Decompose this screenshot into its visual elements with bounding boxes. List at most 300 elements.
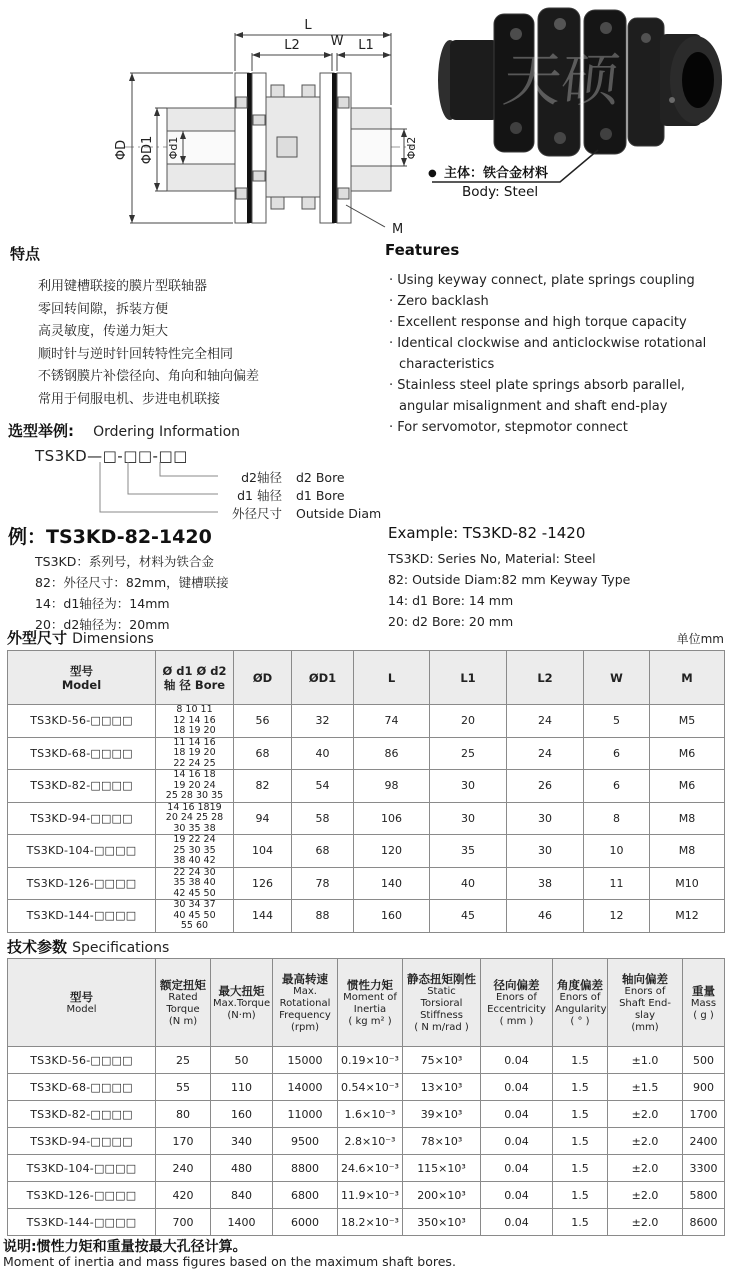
- coupling-section-drawing: [55, 5, 420, 240]
- spec-value-cell: 11.9×10⁻³: [338, 1182, 403, 1209]
- spec-value-cell: 200×10³: [403, 1182, 481, 1209]
- spec-header-cell: [403, 959, 481, 1047]
- dim-value-cell: 126: [234, 867, 292, 900]
- feature-item-en: · Stainless steel plate springs absorb parallel, angular misalignment and shaft end-play: [385, 375, 727, 417]
- spec-header-cn: 最高转速: [282, 971, 328, 986]
- specs-table-body: [8, 1047, 725, 1236]
- spec-value-cell: 1.5: [553, 1101, 608, 1128]
- ordering-title-cn: 选型举例:: [8, 422, 74, 440]
- example-line-en: 14: d1 Bore: 14 mm: [388, 593, 514, 608]
- dim-value-cell: 45: [430, 900, 507, 933]
- product-photo: [420, 0, 731, 212]
- spec-value-cell: 1.5: [553, 1182, 608, 1209]
- dim-header-line2: 轴 径 Bore: [163, 677, 226, 692]
- model-cell: TS3KD-104-□□□□: [8, 1155, 156, 1182]
- spec-header-cn: 惯性力矩: [347, 977, 393, 992]
- dim-value-cell: 24: [507, 705, 584, 738]
- table-row: [8, 1101, 725, 1128]
- spec-value-cell: ±2.0: [608, 1128, 683, 1155]
- dim-value-cell: 104: [234, 835, 292, 868]
- features-title-cn: 特点: [10, 245, 41, 263]
- spec-value-cell: 1.5: [553, 1128, 608, 1155]
- spec-value-cell: 340: [211, 1128, 273, 1155]
- features-section-cn: [10, 243, 370, 411]
- model-cell: TS3KD-126-□□□□: [8, 867, 156, 900]
- dim-header-line1: Ø d1 Ø d2: [162, 663, 227, 678]
- dim-label-L2: L2: [284, 38, 300, 53]
- bore-line: 8 10 11: [176, 704, 213, 715]
- ordering-code: TS3KD—□-□□-□□: [35, 447, 188, 465]
- spec-header-cell: [683, 959, 725, 1047]
- bore-line: 19 20 24: [173, 779, 216, 791]
- dim-value-cell: 68: [292, 835, 354, 868]
- spec-value-cell: 50: [211, 1047, 273, 1074]
- spec-value-cell: 0.04: [481, 1047, 553, 1074]
- dim-value-cell: [156, 705, 234, 738]
- dim-value-cell: 26: [507, 770, 584, 803]
- spec-value-cell: 1.5: [553, 1209, 608, 1236]
- spec-value-cell: 900: [683, 1074, 725, 1101]
- dimensions-title-cn: 外型尺寸: [7, 629, 68, 647]
- bore-line: 18 19 20: [173, 725, 216, 736]
- dim-value-cell: [156, 770, 234, 803]
- spec-value-cell: 11000: [273, 1101, 338, 1128]
- spec-header-en: Enors of Angularity: [555, 991, 607, 1015]
- dim-header-cell: [234, 651, 292, 705]
- features-section-en: [385, 241, 727, 438]
- feature-item-cn: 高灵敏度，传递力矩大: [38, 324, 169, 339]
- spec-header-cn: 角度偏差: [557, 977, 603, 992]
- table-row: [8, 1155, 725, 1182]
- bore-line: 14 16 1819: [167, 802, 222, 813]
- dim-value-cell: 144: [234, 900, 292, 933]
- example-line-cn: 14：d1轴径为：14mm: [35, 596, 170, 611]
- bore-line: 19 22 24: [173, 834, 216, 845]
- dim-header-cell: [354, 651, 430, 705]
- dim-value-cell: [156, 835, 234, 868]
- dimensions-unit: 单位mm: [676, 632, 724, 646]
- specs-title-en: Specifications: [72, 940, 170, 956]
- ordering-branch-d2: [222, 468, 345, 484]
- spec-header-en: Enors of Shaft End-slay: [619, 985, 671, 1021]
- dim-value-cell: 94: [234, 802, 292, 835]
- specs-title-cn: 技术参数: [7, 938, 68, 956]
- spec-header-unit: (mm): [631, 1021, 659, 1033]
- spec-value-cell: 39×10³: [403, 1101, 481, 1128]
- spec-header-cell: [273, 959, 338, 1047]
- dim-header-line1: M: [681, 670, 693, 685]
- bore-line: 30 35 38: [173, 822, 216, 834]
- spec-value-cell: 0.04: [481, 1101, 553, 1128]
- spec-header-cn: 型号: [70, 989, 93, 1004]
- spec-header-en: Enors of Eccentricity: [487, 991, 546, 1015]
- spec-value-cell: ±1.0: [608, 1047, 683, 1074]
- spec-header-cell: [608, 959, 683, 1047]
- spec-value-cell: 420: [156, 1182, 211, 1209]
- table-row: [8, 1128, 725, 1155]
- ordering-branch-outside-diam: [222, 504, 381, 520]
- features-title-en: Features: [385, 241, 460, 259]
- dim-value-cell: M10: [650, 867, 725, 900]
- ordering-branch-d1: [222, 486, 345, 502]
- spec-value-cell: 2.8×10⁻³: [338, 1128, 403, 1155]
- dim-header-line1: W: [610, 670, 623, 685]
- dim-value-cell: 58: [292, 802, 354, 835]
- dim-header-cell: [584, 651, 650, 705]
- dim-header-line1: ØD: [252, 670, 273, 685]
- spec-header-unit: ( mm ): [499, 1015, 534, 1027]
- bore-line: 42 45 50: [173, 887, 216, 899]
- bore-line: 55 60: [180, 920, 209, 931]
- model-cell: TS3KD-94-□□□□: [8, 1128, 156, 1155]
- dim-header-line1: L: [387, 670, 396, 685]
- dim-header-cell: [430, 651, 507, 705]
- spec-value-cell: 24.6×10⁻³: [338, 1155, 403, 1182]
- feature-item-en: · Excellent response and high torque capacity: [385, 312, 727, 333]
- model-cell: TS3KD-82-□□□□: [8, 1101, 156, 1128]
- dim-value-cell: M12: [650, 900, 725, 933]
- dim-label-L1: L1: [358, 38, 374, 53]
- note-cn: 说明:惯性力矩和重量按最大孔径计算。: [3, 1239, 247, 1255]
- dim-value-cell: 54: [292, 770, 354, 803]
- table-row: [8, 867, 725, 900]
- spec-value-cell: 350×10³: [403, 1209, 481, 1236]
- spec-value-cell: 1.5: [553, 1074, 608, 1101]
- dim-header-line1: L2: [537, 670, 553, 685]
- dim-value-cell: 6: [584, 770, 650, 803]
- spec-value-cell: 160: [211, 1101, 273, 1128]
- spec-value-cell: 1700: [683, 1101, 725, 1128]
- technical-drawing: [55, 5, 420, 240]
- spec-value-cell: 8600: [683, 1209, 725, 1236]
- model-cell: TS3KD-68-□□□□: [8, 737, 156, 770]
- spec-header-cn: 静态扭矩刚性: [407, 971, 476, 986]
- dim-label-phiD1: ΦD1: [140, 135, 155, 165]
- dim-value-cell: 32: [292, 705, 354, 738]
- dimensions-title-en: Dimensions: [72, 631, 154, 647]
- dim-header-cell: [156, 651, 234, 705]
- spec-header-en: Max. Rotational Frequency: [279, 985, 331, 1021]
- feature-item-en: · Zero backlash: [385, 291, 727, 312]
- dim-value-cell: M8: [650, 835, 725, 868]
- spec-header-unit: (N·m): [227, 1009, 256, 1021]
- dim-header-line1: L1: [460, 670, 476, 685]
- spec-value-cell: 3300: [683, 1155, 725, 1182]
- spec-header-cn: 最大扭矩: [218, 983, 265, 998]
- dim-header-cell: [507, 651, 584, 705]
- body-material-label-cn: 主体：铁合金材料: [444, 166, 549, 181]
- spec-header-en: Model: [66, 1003, 97, 1015]
- spec-value-cell: 25: [156, 1047, 211, 1074]
- bore-line: 25 28 30 35: [165, 790, 224, 801]
- spec-value-cell: 6000: [273, 1209, 338, 1236]
- spec-header-cn: 额定扭矩: [160, 977, 206, 992]
- spec-value-cell: 8800: [273, 1155, 338, 1182]
- dim-value-cell: 5: [584, 705, 650, 738]
- model-cell: TS3KD-144-□□□□: [8, 1209, 156, 1236]
- branch-d1-cn: d1 轴径: [237, 488, 282, 503]
- table-row: [8, 1209, 725, 1236]
- spec-value-cell: ±2.0: [608, 1209, 683, 1236]
- spec-value-cell: 240: [156, 1155, 211, 1182]
- dim-value-cell: 30: [430, 802, 507, 835]
- dim-value-cell: 74: [354, 705, 430, 738]
- table-row: [8, 900, 725, 933]
- spec-value-cell: 0.19×10⁻³: [338, 1047, 403, 1074]
- spec-header-cn: 轴向偏差: [622, 971, 668, 986]
- spec-value-cell: 115×10³: [403, 1155, 481, 1182]
- model-cell: TS3KD-144-□□□□: [8, 900, 156, 933]
- example-line-cn: TS3KD：系列号，材料为铁合金: [35, 554, 214, 569]
- table-row: [8, 1182, 725, 1209]
- model-cell: TS3KD-56-□□□□: [8, 705, 156, 738]
- spec-value-cell: 0.04: [481, 1182, 553, 1209]
- specs-header-row: [8, 959, 725, 1047]
- branch-d2-en: d2 Bore: [295, 470, 345, 485]
- model-cell: TS3KD-68-□□□□: [8, 1074, 156, 1101]
- spec-value-cell: 1.5: [553, 1047, 608, 1074]
- dim-value-cell: 25: [430, 737, 507, 770]
- example-line-en: 82: Outside Diam:82 mm Keyway Type: [388, 572, 631, 587]
- spec-value-cell: 80: [156, 1101, 211, 1128]
- dim-value-cell: 12: [584, 900, 650, 933]
- spec-value-cell: ±2.0: [608, 1155, 683, 1182]
- table-row: [8, 1074, 725, 1101]
- dim-value-cell: [156, 867, 234, 900]
- model-cell: TS3KD-56-□□□□: [8, 1047, 156, 1074]
- example-line-en: TS3KD: Series No, Material: Steel: [388, 551, 596, 566]
- dim-header-line1: 型号: [70, 663, 93, 678]
- spec-header-unit: ( kg m² ): [348, 1015, 392, 1027]
- dim-value-cell: M6: [650, 770, 725, 803]
- dim-header-line2: Model: [61, 677, 102, 692]
- feature-item-cn: 顺时针与逆时针回转特性完全相同: [38, 346, 234, 362]
- example-line-cn: 20：d2轴径为：20mm: [35, 617, 170, 632]
- dim-header-cell: [292, 651, 354, 705]
- dim-value-cell: 40: [292, 737, 354, 770]
- spec-header-cell: [338, 959, 403, 1047]
- dim-value-cell: 38: [507, 867, 584, 900]
- dimensions-title: [7, 627, 154, 648]
- dim-value-cell: 56: [234, 705, 292, 738]
- spec-value-cell: 0.54×10⁻³: [338, 1074, 403, 1101]
- spec-value-cell: 78×10³: [403, 1128, 481, 1155]
- dim-value-cell: 20: [430, 705, 507, 738]
- ordering-title-en: Ordering Information: [93, 424, 241, 440]
- spec-header-cn: 径向偏差: [493, 977, 540, 992]
- branch-od-en: Outside Diam: [295, 506, 382, 521]
- dim-value-cell: 68: [234, 737, 292, 770]
- spec-header-cell: [553, 959, 608, 1047]
- spec-value-cell: 110: [211, 1074, 273, 1101]
- bore-line: 11 14 16: [173, 737, 216, 748]
- spec-value-cell: 0.04: [481, 1155, 553, 1182]
- spec-value-cell: 55: [156, 1074, 211, 1101]
- bore-line: 30 34 37: [173, 899, 216, 910]
- model-cell: TS3KD-82-□□□□: [8, 770, 156, 803]
- bore-line: 38 40 42: [173, 855, 216, 866]
- bore-line: 22 24 30: [173, 867, 216, 878]
- watermark-text: 天硕: [500, 46, 624, 114]
- model-cell: TS3KD-104-□□□□: [8, 835, 156, 868]
- feature-item-cn: 利用键槽联接的膜片型联轴器: [38, 279, 208, 294]
- dim-header-cell: [650, 651, 725, 705]
- spec-value-cell: 13×10³: [403, 1074, 481, 1101]
- dim-header-cell: [8, 651, 156, 705]
- spec-header-en: Mass: [690, 997, 717, 1009]
- spec-value-cell: 840: [211, 1182, 273, 1209]
- dim-value-cell: 30: [430, 770, 507, 803]
- table-row: [8, 705, 725, 738]
- dim-value-cell: 120: [354, 835, 430, 868]
- spec-header-cell: [8, 959, 156, 1047]
- spec-value-cell: ±1.5: [608, 1074, 683, 1101]
- table-row: [8, 1047, 725, 1074]
- dim-value-cell: M6: [650, 737, 725, 770]
- spec-header-en: Max.Torque: [213, 997, 271, 1009]
- dim-value-cell: 30: [507, 802, 584, 835]
- dim-value-cell: M5: [650, 705, 725, 738]
- spec-header-unit: ( ° ): [570, 1015, 590, 1027]
- spec-value-cell: 9500: [273, 1128, 338, 1155]
- spec-value-cell: 0.04: [481, 1074, 553, 1101]
- dimensions-header-row: [8, 651, 725, 705]
- spec-value-cell: 14000: [273, 1074, 338, 1101]
- dim-label-phid2: Φd2: [405, 136, 418, 160]
- dim-label-W: W: [330, 34, 344, 49]
- dim-value-cell: M8: [650, 802, 725, 835]
- feature-item-en: · Identical clockwise and anticlockwise rotational characteristics: [385, 333, 727, 375]
- model-cell: TS3KD-126-□□□□: [8, 1182, 156, 1209]
- bore-line: 22 24 25: [173, 757, 216, 769]
- body-material-label-en: Body: Steel: [462, 184, 539, 200]
- spec-value-cell: 700: [156, 1209, 211, 1236]
- bore-line: 40 45 50: [173, 909, 216, 921]
- spec-header-unit: ( g ): [693, 1009, 714, 1021]
- bore-line: 35 38 40: [173, 877, 216, 888]
- bore-line: 18 19 20: [173, 747, 216, 758]
- dim-label-L: L: [304, 18, 312, 33]
- spec-value-cell: ±2.0: [608, 1182, 683, 1209]
- bore-line: 20 24 25 28: [165, 812, 224, 823]
- dim-value-cell: 140: [354, 867, 430, 900]
- spec-value-cell: 2400: [683, 1128, 725, 1155]
- spec-header-cell: [156, 959, 211, 1047]
- note-en: Moment of inertia and mass figures based on the maximum shaft bores.: [3, 1254, 456, 1269]
- feature-item-cn: 零回转间隙，拆装方便: [38, 301, 169, 317]
- dim-value-cell: 30: [507, 835, 584, 868]
- dim-value-cell: 40: [430, 867, 507, 900]
- feature-item-en: · Using keyway connect, plate springs coupling: [385, 270, 727, 291]
- spec-value-cell: 5800: [683, 1182, 725, 1209]
- spec-value-cell: 500: [683, 1047, 725, 1074]
- example-line-cn: 82：外径尺寸：82mm，键槽联接: [35, 575, 229, 590]
- bore-line: 12 14 16: [173, 714, 216, 726]
- table-row: [8, 770, 725, 803]
- spec-value-cell: 15000: [273, 1047, 338, 1074]
- dim-value-cell: [156, 737, 234, 770]
- spec-value-cell: 1.5: [553, 1155, 608, 1182]
- table-row: [8, 802, 725, 835]
- feature-item-cn: 不锈钢膜片补偿径向、角向和轴向偏差: [38, 369, 260, 384]
- spec-header-cn: 重量: [692, 983, 715, 998]
- feature-item-en: · For servomotor, stepmotor connect: [385, 417, 727, 438]
- spec-header-unit: ( N m/rad ): [414, 1021, 469, 1033]
- example-title-cn: 例：TS3KD-82-1420: [8, 526, 212, 548]
- example-lines-cn: [35, 551, 229, 635]
- spec-header-en: Static Torsioral Stiffness: [420, 985, 463, 1021]
- model-cell: TS3KD-94-□□□□: [8, 802, 156, 835]
- dim-value-cell: 98: [354, 770, 430, 803]
- features-cn-list: [10, 276, 370, 411]
- feature-item-cn: 常用于伺服电机、步进电机联接: [38, 391, 221, 407]
- spec-header-cell: [481, 959, 553, 1047]
- dimensions-table: [7, 650, 725, 933]
- dim-value-cell: [156, 900, 234, 933]
- ordering-title: [8, 420, 240, 441]
- spec-value-cell: 0.04: [481, 1128, 553, 1155]
- dim-value-cell: 35: [430, 835, 507, 868]
- dim-value-cell: 78: [292, 867, 354, 900]
- features-en-list: [385, 270, 727, 438]
- spec-header-en: Rated Torque: [166, 991, 200, 1015]
- label-bullet-icon: ●: [428, 168, 437, 179]
- spec-value-cell: 170: [156, 1128, 211, 1155]
- dim-value-cell: 8: [584, 802, 650, 835]
- branch-d2-cn: d2轴径: [241, 470, 282, 485]
- spec-header-cell: [211, 959, 273, 1047]
- dim-label-phiD: ΦD: [114, 139, 129, 161]
- dim-header-line1: ØD1: [308, 670, 337, 685]
- spec-value-cell: 480: [211, 1155, 273, 1182]
- table-row: [8, 737, 725, 770]
- spec-header-unit: (rpm): [290, 1021, 319, 1033]
- bore-line: 14 16 18: [173, 769, 216, 780]
- dim-label-phid1: Φd1: [167, 136, 180, 160]
- branch-od-cn: 外径尺寸: [231, 506, 282, 521]
- specs-title: [7, 936, 169, 957]
- dim-value-cell: 24: [507, 737, 584, 770]
- spec-value-cell: 1.6×10⁻³: [338, 1101, 403, 1128]
- bore-line: 25 30 35: [173, 844, 216, 856]
- spec-header-en: Moment of Inertia: [343, 991, 397, 1015]
- dimensions-table-body: [8, 705, 725, 933]
- dim-value-cell: 10: [584, 835, 650, 868]
- spec-value-cell: 6800: [273, 1182, 338, 1209]
- dim-value-cell: 11: [584, 867, 650, 900]
- example-line-en: 20: d2 Bore: 20 mm: [388, 614, 514, 629]
- dim-label-M: M: [392, 222, 404, 237]
- dim-value-cell: 160: [354, 900, 430, 933]
- spec-value-cell: ±2.0: [608, 1101, 683, 1128]
- dim-value-cell: 106: [354, 802, 430, 835]
- specs-table: [7, 958, 725, 1236]
- dim-value-cell: 6: [584, 737, 650, 770]
- spec-value-cell: 0.04: [481, 1209, 553, 1236]
- spec-value-cell: 75×10³: [403, 1047, 481, 1074]
- table-row: [8, 835, 725, 868]
- branch-d1-en: d1 Bore: [295, 488, 345, 503]
- dim-value-cell: 46: [507, 900, 584, 933]
- dim-value-cell: 86: [354, 737, 430, 770]
- spec-header-unit: (N m): [168, 1015, 198, 1027]
- dim-value-cell: [156, 802, 234, 835]
- example-title-en: Example: TS3KD-82 -1420: [388, 524, 586, 542]
- dim-value-cell: 88: [292, 900, 354, 933]
- dim-value-cell: 82: [234, 770, 292, 803]
- spec-value-cell: 1400: [211, 1209, 273, 1236]
- example-lines-en: [388, 548, 630, 632]
